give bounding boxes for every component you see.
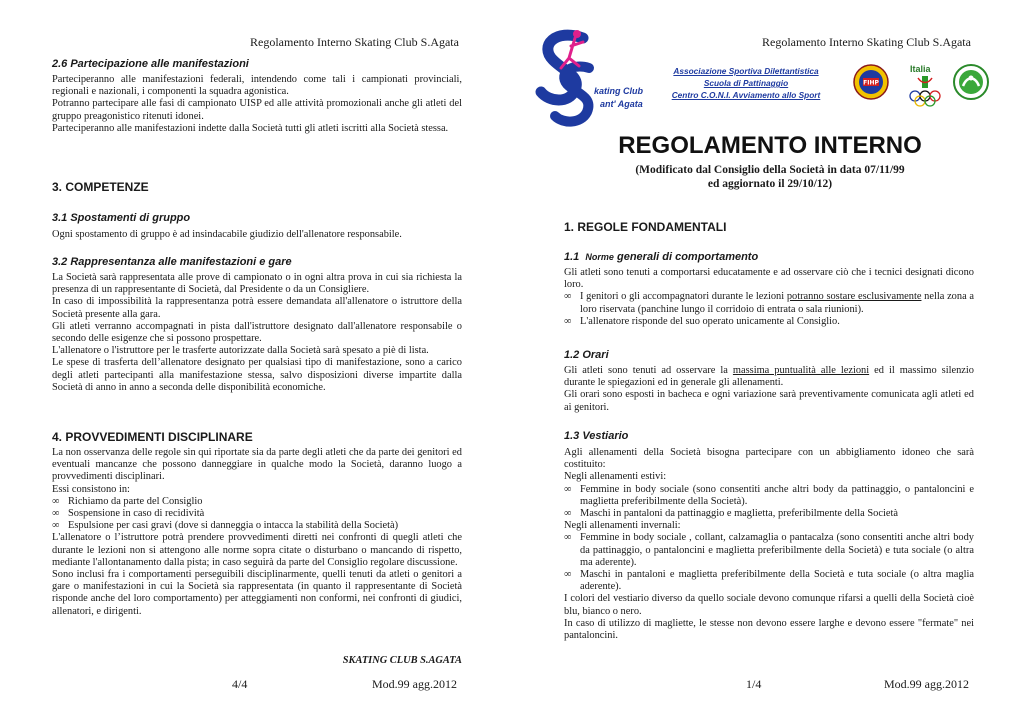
olympic-rings-icon xyxy=(908,74,942,110)
section-1-2-body xyxy=(564,365,974,414)
bullet-icon: ∞ xyxy=(52,508,60,520)
green-emblem-icon xyxy=(953,64,989,100)
section-number: 1.1 xyxy=(564,251,580,263)
bullet-icon: ∞ xyxy=(564,315,572,327)
bullet-icon: ∞ xyxy=(52,495,60,507)
club-logo-line2: ant' Agata xyxy=(600,99,643,109)
section-1-1-body xyxy=(564,267,974,328)
list-item: ∞ L'allenatore risponde del suo operato unicamente al Consiglio. xyxy=(564,315,840,327)
footer-page-left: 4/4 xyxy=(232,677,248,691)
paragraph: Negli allenamenti invernali: xyxy=(564,520,681,532)
list-item: ∞ I genitori o gli accompagnatori durante le lezioni potranno sostare esclusivamente nella zona a loro riservata (panchine lungo il corridoio di entrata o sala riunioni). xyxy=(564,291,974,315)
club-logo-line1: kating Club xyxy=(594,86,643,96)
paragraph: La non osservanza delle regole sin qui riportate sia da parte degli atleti che da parte dei genitori ed eventuali mancanze che possono danneggiare in qualche modo la Società, daranno luogo a provvedimenti disciplinari. xyxy=(52,447,462,483)
bullet-icon: ∞ xyxy=(564,508,572,520)
footer-mod-right: Mod.99 agg.2012 xyxy=(884,677,969,691)
paragraph: Gli atleti sono tenuti ad osservare la massima puntualità alle lezioni ed il massimo silenzio durante le spiegazioni ed in generale gli allenamenti. xyxy=(564,365,974,389)
page-header-left: Regolamento Interno Skating Club S.Agata xyxy=(250,35,459,49)
paragraph: In caso di utilizzo di magliette, le stesse non devono essere larghe e devono essere "fermate" nei pantaloncini. xyxy=(564,617,974,642)
paragraph: In caso di impossibilità la rappresentanza potrà essere demandata all'allenatore o istruttore della Società presente alla gara. xyxy=(52,296,462,320)
paragraph: Sono inclusi fra i comportamenti perseguibili disciplinarmente, quelli tenuti da atleti o genitori a gare o manifestazioni in cui la Società sia rappresentata (in quanto il rappresentante di Società risponde anche del loro comportamento) per atteggiamenti non conformi, nei confronti di giudici, allenatori, e dirigenti. xyxy=(52,569,462,617)
bullet-icon: ∞ xyxy=(52,520,60,532)
section-4-body xyxy=(52,447,462,618)
signature-club: SKATING CLUB S.AGATA xyxy=(342,655,462,666)
subtitle-line: ed aggiornato il 29/10/12) xyxy=(707,178,833,190)
paragraph: Negli allenamenti estivi: xyxy=(564,471,667,483)
paragraph: Ogni spostamento di gruppo è ad insindacabile giudizio dell'allenatore responsabile. xyxy=(52,229,402,240)
club-logo-icon xyxy=(535,28,605,128)
footer-page-right: 1/4 xyxy=(746,677,762,691)
paragraph: Le spese di trasferta dell’allenatore designato per qualsiasi tipo di manifestazione, sono a carico degli atleti partecipanti alla manifestazione stessa, salvo disposizioni diverse impartite dalla Società di anno in anno a seconda delle disponibilità economiche. xyxy=(52,357,462,393)
document-subtitle xyxy=(560,163,980,191)
section-4-title: 4. PROVVEDIMENTI DISCIPLINARE xyxy=(52,430,253,444)
section-1-2-title: 1.2 Orari xyxy=(564,349,609,361)
section-1-3-title: 1.3 Vestiario xyxy=(564,430,629,442)
association-line: Centro C.O.N.I. Avviamento allo Sport xyxy=(671,90,821,100)
association-line: Scuola di Pattinaggio xyxy=(703,78,789,88)
paragraph: Agli allenamenti della Società bisogna partecipare con un abbigliamento idoneo che sarà costituito: xyxy=(564,447,974,471)
italia-label: Italia xyxy=(910,64,931,74)
paragraph: I colori del vestiario diverso da quello sociale devono comunque rifarsi a quelli della Società cioè blu, bianco o nero. xyxy=(564,593,974,617)
list-item: ∞ Richiamo da parte del Consiglio xyxy=(52,495,203,507)
section-3-1-title: 3.1 Spostamenti di gruppo xyxy=(52,212,191,224)
federation-badge-icon xyxy=(853,64,889,100)
footer-mod-left: Mod.99 agg.2012 xyxy=(372,677,457,691)
section-1-title: 1. REGOLE FONDAMENTALI xyxy=(564,220,727,234)
paragraph: Gli orari sono esposti in bacheca e ogni variazione sarà preventivamente comunicata agli atleti ed ai genitori. xyxy=(564,389,974,413)
paragraph: Essi consistono in: xyxy=(52,483,130,495)
association-line: Associazione Sportiva Dilettantistica xyxy=(673,66,819,76)
paragraph: La Società sarà rappresentata alle prove di campionato o in ogni altra prova in cui sia richiesta la presenza di un rappresentante di Società, dal Presidente o da un Consigliere. xyxy=(52,272,462,296)
paragraph: L'allenatore o l'istruttore per le trasferte autorizzate dalla Società sarà spesato a piè di lista. xyxy=(52,345,429,357)
section-3-2-title: 3.2 Rappresentanza alle manifestazioni e gare xyxy=(52,256,292,268)
page-header-right: Regolamento Interno Skating Club S.Agata xyxy=(762,35,971,49)
section-1-1-title xyxy=(564,251,758,263)
paragraph: Parteciperanno alle manifestazioni federali, intendendo come tali i campionati provinciali, regionali e nazionali, i componenti la squadra agonistica. xyxy=(52,74,462,98)
subtitle-line: (Modificato dal Consiglio della Società in data 07/11/99 xyxy=(635,164,905,176)
list-item: ∞ Femmine in body sociale , collant, calzamaglia o pantacalza (sono consentiti anche altri body da pattinaggio, o pantaloncini e maglietta preferibilmente della Società) e tuta sociale (o altra ma aderente). xyxy=(564,532,974,568)
section-title-rest: generali di comportamento xyxy=(617,251,759,263)
list-item: ∞ Femmine in body sociale (sono consentiti anche altri body da pattinaggio, o pantaloncini e maglietta preferibilmente della Società). xyxy=(564,483,974,507)
section-small-word: Norme xyxy=(585,252,614,262)
bullet-icon: ∞ xyxy=(564,569,572,581)
section-1-3-body xyxy=(564,447,974,642)
section-3-1-body xyxy=(52,229,462,241)
list-item: ∞ Espulsione per casi gravi (dove si danneggia o intacca la stabilità della Società) xyxy=(52,520,399,532)
list-item: ∞ Maschi in pantaloni e maglietta preferibilmente della Società e tuta sociale (o altra maglia aderente). xyxy=(564,569,974,593)
document-title: REGOLAMENTO INTERNO xyxy=(618,132,922,159)
paragraph: Potranno partecipare alle fasi di campionato UISP ed alle attività promozionali anche gli atleti del gruppo preagonistico ritenuti idonei. xyxy=(52,98,462,122)
bullet-icon: ∞ xyxy=(564,483,572,495)
section-3-2-body xyxy=(52,272,462,394)
bullet-icon: ∞ xyxy=(564,291,572,303)
association-block xyxy=(666,65,826,101)
section-2-6-body xyxy=(52,74,462,135)
section-3-title: 3. COMPETENZE xyxy=(52,180,149,194)
section-2-6-title: 2.6 Partecipazione alle manifestazioni xyxy=(52,58,249,70)
svg-text:FIHP: FIHP xyxy=(863,79,879,87)
paragraph: Gli atleti verranno accompagnati in pista dall'istruttore designato dall'allenatore responsabile o secondo delle esigenze che si possono prospettare. xyxy=(52,320,462,345)
list-item: ∞ Sospensione in caso di recidività xyxy=(52,508,205,520)
list-item: ∞ Maschi in pantaloni da pattinaggio e maglietta, preferibilmente della Società xyxy=(564,508,898,520)
paragraph: Parteciperanno alle manifestazioni indette dalla Società tutti gli atleti iscritti alla Società stessa. xyxy=(52,122,449,134)
paragraph: L'allenatore o l’istruttore potrà prendere provvedimenti diretti nei confronti di quegli atleti che durante le lezioni non si attengono alle norme sopra citate o disturbano o mancando di rispetto, mediante l'allontanamento dalla pista; in caso seguirà da parte del Consiglio regolare discussione. xyxy=(52,532,462,568)
bullet-icon: ∞ xyxy=(564,532,572,544)
paragraph: Gli atleti sono tenuti a comportarsi educatamente e ad osservare ciò che i tecnici designati dicono loro. xyxy=(564,267,974,291)
